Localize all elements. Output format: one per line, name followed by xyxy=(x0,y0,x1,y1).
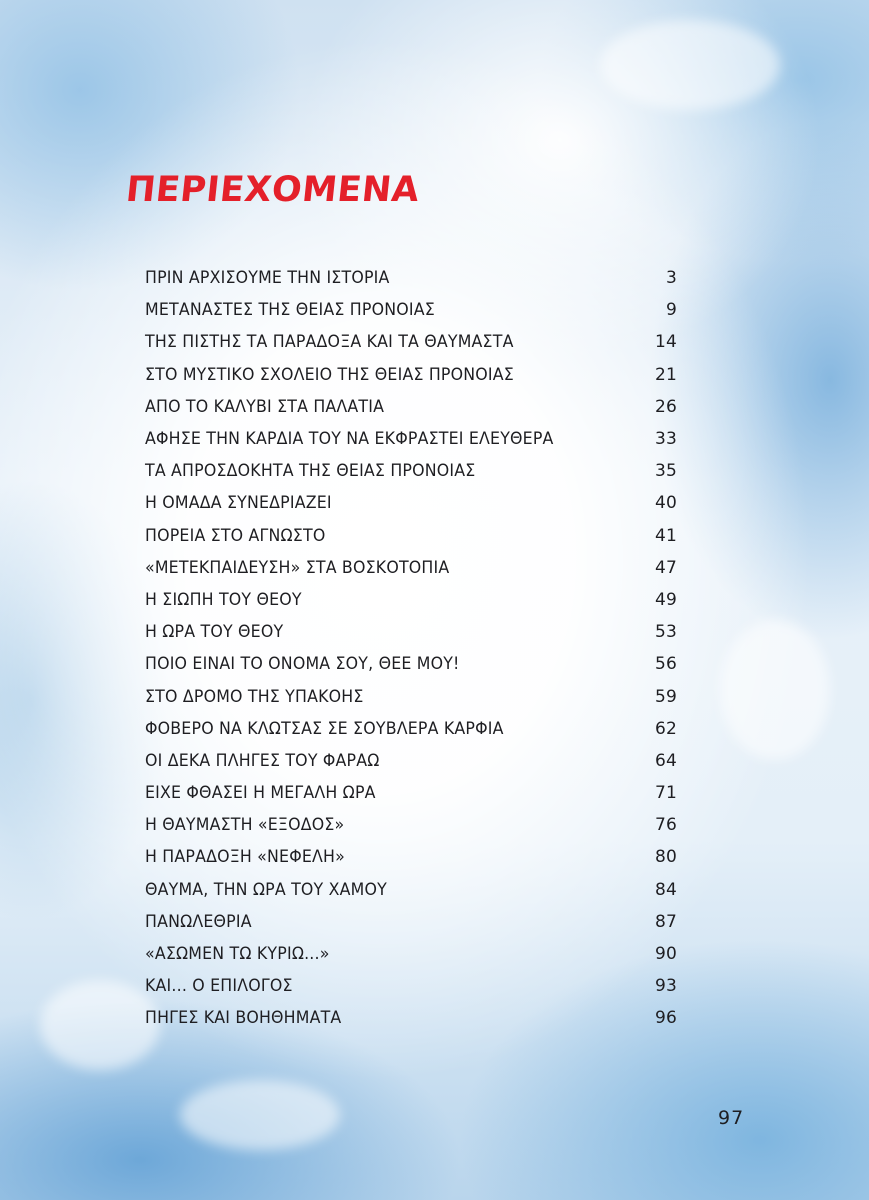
toc-entry-title: Η ΟΜΑΔΑ ΣΥΝΕΔΡΙΑΖΕΙ xyxy=(145,493,332,514)
toc-entry-page: 3 xyxy=(665,268,677,289)
toc-entry xyxy=(145,970,677,1002)
toc-entry-title: ΦΟΒΕΡΟ ΝΑ ΚΛΩΤΣΑΣ ΣΕ ΣΟΥΒΛΕΡΑ ΚΑΡΦΙΑ xyxy=(145,718,504,739)
toc-entry-page: 76 xyxy=(654,815,677,836)
table-of-contents xyxy=(145,262,677,1035)
toc-entry xyxy=(145,713,677,745)
toc-entry xyxy=(145,584,677,616)
toc-entry-title: «ΜΕΤΕΚΠΑΙΔΕΥΣΗ» ΣΤΑ ΒΟΣΚΟΤΟΠΙΑ xyxy=(145,557,450,578)
toc-entry xyxy=(145,809,677,841)
page-title: ΠΕΡΙΕΧΟΜΕΝΑ xyxy=(124,170,422,210)
toc-entry-title: Η ΩΡΑ ΤΟΥ ΘΕΟΥ xyxy=(145,622,284,643)
toc-entry-title: ΠΑΝΩΛΕΘΡΙΑ xyxy=(145,911,252,932)
toc-entry-page: 80 xyxy=(654,847,677,868)
frost-texture xyxy=(180,1080,340,1150)
toc-entry xyxy=(145,487,677,519)
frost-texture xyxy=(40,980,160,1070)
toc-entry xyxy=(145,391,677,423)
toc-entry xyxy=(145,874,677,906)
toc-entry-page: 33 xyxy=(654,429,677,450)
toc-entry xyxy=(145,423,677,455)
toc-entry-page: 93 xyxy=(654,976,677,997)
toc-entry xyxy=(145,648,677,680)
toc-entry-title: ΠΗΓΕΣ ΚΑΙ ΒΟΗΘΗΜΑΤΑ xyxy=(145,1008,342,1029)
toc-entry-page: 41 xyxy=(654,525,677,546)
toc-entry-page: 59 xyxy=(654,686,677,707)
toc-entry-title: Η ΠΑΡΑΔΟΞΗ «ΝΕΦΕΛΗ» xyxy=(145,847,345,868)
toc-entry-page: 14 xyxy=(654,332,677,353)
toc-entry-title: ΘΑΥΜΑ, ΤΗΝ ΩΡΑ ΤΟΥ ΧΑΜΟΥ xyxy=(145,879,387,900)
toc-entry-title: «ΑΣΩΜΕΝ ΤΩ ΚΥΡΙΩ...» xyxy=(145,944,330,965)
toc-entry xyxy=(145,938,677,970)
toc-entry-title: ΟΙ ΔΕΚΑ ΠΛΗΓΕΣ ΤΟΥ ΦΑΡΑΩ xyxy=(145,750,380,771)
toc-entry xyxy=(145,359,677,391)
toc-entry xyxy=(145,777,677,809)
toc-entry-page: 71 xyxy=(654,783,677,804)
toc-entry-page: 87 xyxy=(654,911,677,932)
toc-entry xyxy=(145,455,677,487)
toc-entry-title: ΕΙΧΕ ΦΘΑΣΕΙ Η ΜΕΓΑΛΗ ΩΡΑ xyxy=(145,783,376,804)
toc-entry xyxy=(145,294,677,326)
toc-entry-page: 64 xyxy=(654,750,677,771)
toc-entry xyxy=(145,326,677,358)
toc-entry-title: ΠΟΡΕΙΑ ΣΤΟ ΑΓΝΩΣΤΟ xyxy=(145,525,326,546)
toc-entry xyxy=(145,680,677,712)
page-number: 97 xyxy=(718,1107,745,1129)
toc-entry-title: ΤΗΣ ΠΙΣΤΗΣ ΤΑ ΠΑΡΑΔΟΞΑ ΚΑΙ ΤΑ ΘΑΥΜΑΣΤΑ xyxy=(145,332,514,353)
frost-texture xyxy=(600,20,780,110)
toc-entry-page: 9 xyxy=(665,300,677,321)
toc-entry-page: 62 xyxy=(654,718,677,739)
toc-entry-title: ΑΠΟ ΤΟ ΚΑΛΥΒΙ ΣΤΑ ΠΑΛΑΤΙΑ xyxy=(145,396,385,417)
toc-entry-title: ΠΡΙΝ ΑΡΧΙΣΟΥΜΕ ΤΗΝ ΙΣΤΟΡΙΑ xyxy=(145,268,390,289)
toc-entry xyxy=(145,906,677,938)
toc-entry-title: ΚΑΙ... Ο ΕΠΙΛΟΓΟΣ xyxy=(145,976,293,997)
toc-entry xyxy=(145,1002,677,1034)
toc-entry-page: 40 xyxy=(654,493,677,514)
toc-entry-title: Η ΣΙΩΠΗ ΤΟΥ ΘΕΟΥ xyxy=(145,589,302,610)
toc-entry-page: 47 xyxy=(654,557,677,578)
toc-entry xyxy=(145,262,677,294)
frost-texture xyxy=(720,620,830,760)
toc-entry-page: 56 xyxy=(654,654,677,675)
toc-entry-title: ΤΑ ΑΠΡΟΣΔΟΚΗΤΑ ΤΗΣ ΘΕΙΑΣ ΠΡΟΝΟΙΑΣ xyxy=(145,461,476,482)
toc-entry-title: ΣΤΟ ΔΡΟΜΟ ΤΗΣ ΥΠΑΚΟΗΣ xyxy=(145,686,364,707)
toc-entry xyxy=(145,552,677,584)
toc-entry-title: ΜΕΤΑΝΑΣΤΕΣ ΤΗΣ ΘΕΙΑΣ ΠΡΟΝΟΙΑΣ xyxy=(145,300,435,321)
toc-entry xyxy=(145,841,677,873)
toc-entry-page: 96 xyxy=(654,1008,677,1029)
toc-entry-title: Η ΘΑΥΜΑΣΤΗ «ΕΞΟΔΟΣ» xyxy=(145,815,345,836)
toc-entry-page: 49 xyxy=(654,589,677,610)
toc-entry-page: 84 xyxy=(654,879,677,900)
toc-entry-page: 53 xyxy=(654,622,677,643)
toc-entry xyxy=(145,520,677,552)
toc-entry xyxy=(145,745,677,777)
toc-entry-page: 90 xyxy=(654,944,677,965)
toc-entry-page: 35 xyxy=(654,461,677,482)
toc-entry xyxy=(145,616,677,648)
toc-entry-page: 21 xyxy=(654,364,677,385)
toc-entry-title: ΣΤΟ ΜΥΣΤΙΚΟ ΣΧΟΛΕΙΟ ΤΗΣ ΘΕΙΑΣ ΠΡΟΝΟΙΑΣ xyxy=(145,364,514,385)
toc-entry-title: ΠΟΙΟ ΕΙΝΑΙ ΤΟ ΟΝΟΜΑ ΣΟΥ, ΘΕΕ ΜΟΥ! xyxy=(145,654,460,675)
toc-entry-title: ΑΦΗΣΕ ΤΗΝ ΚΑΡΔΙΑ ΤΟΥ ΝΑ ΕΚΦΡΑΣΤΕΙ ΕΛΕΥΘΕΡΑ xyxy=(145,429,554,450)
toc-entry-page: 26 xyxy=(654,396,677,417)
